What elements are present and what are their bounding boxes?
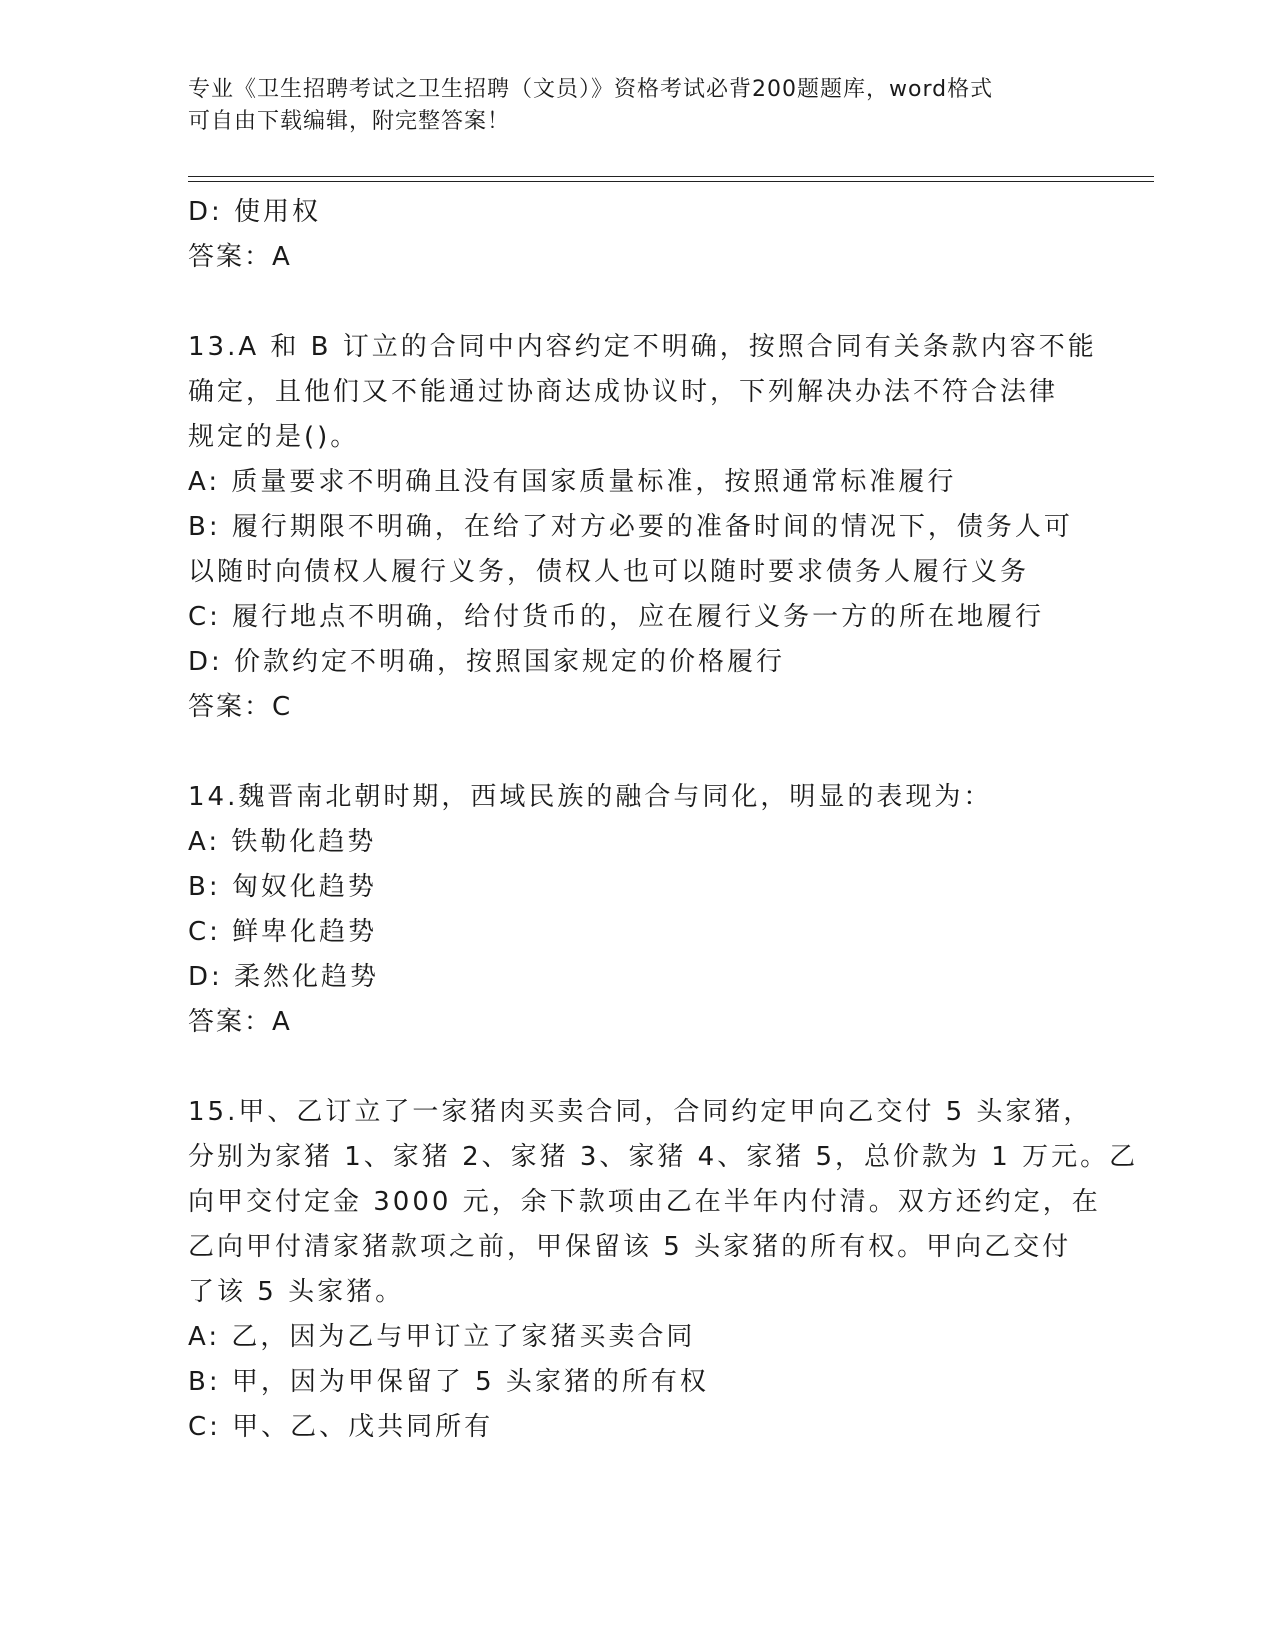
q14-option-a: A: 铁勒化趋势 [188, 827, 377, 857]
q13-answer: 答案：C [188, 692, 293, 722]
q14-answer: 答案：A [188, 1007, 292, 1037]
q14-option-b: B: 匈奴化趋势 [188, 872, 377, 902]
q13-option-d: D: 价款约定不明确，按照国家规定的价格履行 [188, 647, 786, 677]
q13-option-a: A: 质量要求不明确且没有国家质量标准，按照通常标准履行 [188, 467, 957, 497]
document-body [188, 190, 1139, 1450]
q15-stem-line-2: 分别为家猪 1、家猪 2、家猪 3、家猪 4、家猪 5，总价款为 1 万元。乙 [188, 1142, 1139, 1172]
question-15 [188, 1090, 1139, 1450]
q14-option-c: C: 鲜卑化趋势 [188, 917, 378, 947]
q15-stem-line-3: 向甲交付定金 3000 元，余下款项由乙在半年内付清。双方还约定，在 [188, 1187, 1101, 1217]
header-line-1: 专业《卫生招聘考试之卫生招聘（文员）》资格考试必背200题题库，word格式 [188, 77, 994, 102]
q14-option-d: D: 柔然化趋势 [188, 962, 380, 992]
q13-stem-line-3: 规定的是()。 [188, 422, 360, 452]
q13-option-b: B: 履行期限不明确，在给了对方必要的准备时间的情况下，债务人可 [188, 512, 1073, 542]
q15-option-b: B: 甲，因为甲保留了 5 头家猪的所有权 [188, 1367, 709, 1397]
q14-stem-line-1: 14.魏晋南北朝时期，西域民族的融合与同化，明显的表现为： [188, 782, 993, 812]
q13-option-c: C: 履行地点不明确，给付货币的，应在履行义务一方的所在地履行 [188, 602, 1045, 632]
q15-stem-line-1: 15.甲、乙订立了一家猪肉买卖合同，合同约定甲向乙交付 5 头家猪， [188, 1097, 1093, 1127]
q13-stem-line-2: 确定，且他们又不能通过协商达成协议时，下列解决办法不符合法律 [188, 377, 1059, 407]
header-divider-bottom [188, 181, 1154, 182]
question-14 [188, 775, 1088, 1045]
question-13 [188, 325, 1097, 730]
spacer [188, 730, 1088, 775]
document-header [188, 74, 1088, 138]
q15-stem-line-5: 了该 5 头家猪。 [188, 1277, 405, 1307]
q15-option-c: C: 甲、乙、戊共同所有 [188, 1412, 494, 1442]
spacer [188, 280, 1088, 325]
prev-option-d: D: 使用权 [188, 197, 322, 227]
spacer [188, 1045, 1088, 1090]
q15-stem-line-4: 乙向甲付清家猪款项之前，甲保留该 5 头家猪的所有权。甲向乙交付 [188, 1232, 1072, 1262]
q13-option-b-cont: 以随时向债权人履行义务，债权人也可以随时要求债务人履行义务 [188, 557, 1030, 587]
q15-option-a: A: 乙，因为乙与甲订立了家猪买卖合同 [188, 1322, 696, 1352]
q13-stem-line-1: 13.A 和 B 订立的合同中内容约定不明确，按照合同有关条款内容不能 [188, 332, 1097, 362]
header-divider-top [188, 176, 1154, 177]
prev-answer: 答案：A [188, 242, 292, 272]
header-line-2: 可自由下载编辑，附完整答案！ [188, 109, 511, 134]
